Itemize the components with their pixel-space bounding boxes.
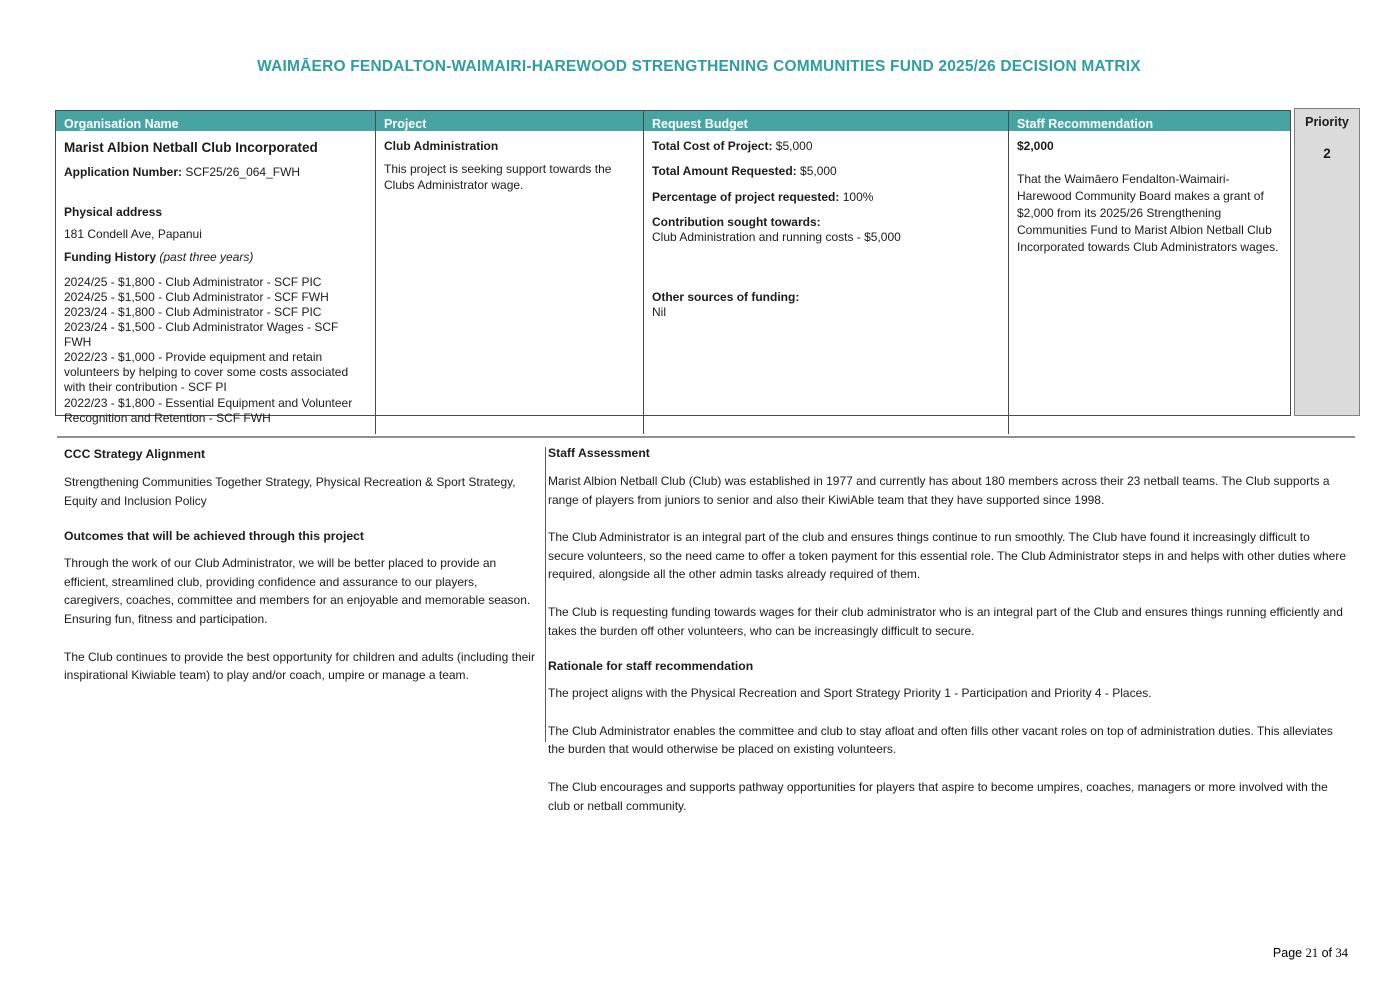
- assessment-heading: Staff Assessment: [548, 446, 650, 460]
- rationale-heading: Rationale for staff recommendation: [548, 659, 754, 674]
- total-cost-label: Total Cost of Project:: [652, 139, 773, 153]
- recommended-amount: $2,000: [1017, 139, 1054, 153]
- header-priority: Priority: [1305, 115, 1349, 129]
- section-divider-rule: [57, 436, 1355, 438]
- strategy-alignment-text: Strengthening Communities Together Strategy, Physical Recreation & Sport Strategy, Equity and Inclusion Policy: [64, 475, 516, 508]
- funding-history-item: 2022/23 - $1,800 - Essential Equipment and Volunteer Recognition and Retention - SCF FWH: [64, 395, 353, 425]
- physical-address-label: Physical address: [64, 204, 163, 219]
- priority-column: [1294, 108, 1360, 416]
- strategy-heading: CCC Strategy Alignment: [64, 447, 206, 461]
- total-requested-label: Total Amount Requested:: [652, 164, 797, 179]
- funding-history-label: Funding History: [64, 250, 156, 265]
- header-organisation-name: Organisation Name: [56, 111, 376, 131]
- physical-address-value: 181 Condell Ave, Papanui: [64, 226, 202, 241]
- request-budget-cell: [644, 131, 1009, 434]
- application-number-label: Application Number:: [64, 165, 183, 180]
- contribution-label: Contribution sought towards:: [652, 215, 821, 230]
- project-title: Club Administration: [384, 139, 499, 153]
- project-description: This project is seeking support towards the Clubs Administrator wage.: [384, 162, 612, 192]
- application-number-line: [64, 165, 365, 180]
- project-cell: [376, 131, 644, 434]
- funding-history-item: 2023/24 - $1,500 - Club Administrator Wages - SCF FWH: [64, 320, 339, 350]
- header-project: Project: [376, 111, 644, 131]
- ccc-strategy-section: [64, 447, 536, 704]
- application-number-value: SCF25/26_064_FWH: [185, 165, 301, 180]
- header-request-budget: Request Budget: [644, 111, 1009, 131]
- page-title: WAIMĀERO FENDALTON-WAIMAIRI-HAREWOOD STRENGTHENING COMMUNITIES FUND 2025/26 DECISION MATRIX: [257, 58, 1141, 75]
- staff-recommendation-cell: [1009, 131, 1290, 434]
- header-staff-recommendation: Staff Recommendation: [1017, 117, 1154, 131]
- recommendation-text: That the Waimāero Fendalton-Waimairi-Harewood Community Board makes a grant of $2,000 from its 2025/26 Strengthening Communities Fund to Marist Albion Netball Club Incorporated towards Club Administrators wages.: [1017, 172, 1279, 255]
- funding-history-item: 2024/25 - $1,800 - Club Administrator - SCF PIC: [64, 274, 322, 289]
- organisation-cell: [56, 131, 376, 434]
- column-divider-line: [545, 447, 546, 742]
- page-total: 34: [1335, 946, 1348, 960]
- priority-value: 2: [1323, 146, 1331, 161]
- assessment-paragraph: Marist Albion Netball Club (Club) was established in 1977 and currently has about 180 members across their 23 netball teams. The Club supports a range of players from juniors to senior and also their KiwiAble team that they have supported since 1998.: [548, 474, 1330, 507]
- table-header-row: [56, 111, 1290, 131]
- other-funding-block: [652, 290, 998, 321]
- page-label: Page: [1272, 946, 1303, 960]
- rationale-paragraph: The Club Administrator enables the committee and club to stay afloat and often fills other vacant roles on top of administration duties. This alleviates the burden that would otherwise be placed on existing volunteers.: [548, 723, 1333, 757]
- organisation-name: Marist Albion Netball Club Incorporated: [64, 140, 318, 155]
- percentage-label: Percentage of project requested:: [652, 189, 840, 204]
- contribution-block: [652, 215, 998, 246]
- funding-history-item: 2024/25 - $1,500 - Club Administrator - SCF FWH: [64, 289, 329, 304]
- assessment-paragraph: The Club Administrator is an integral part of the club and ensures things continue to run smoothly. The Club have found it increasingly difficult to secure volunteers, so the need came to offer a token payment for this essential role. The Club Administrator steps in and helps with other duties where required, alongside all the other admin tasks already required of them.: [548, 530, 1346, 582]
- total-requested-line: [652, 164, 998, 179]
- funding-history-list: [64, 275, 365, 426]
- funding-history-note: (past three years): [159, 250, 254, 265]
- staff-assessment-section: [548, 446, 1348, 834]
- percentage-line: [652, 190, 998, 205]
- page-number-footer: [1273, 946, 1348, 961]
- other-funding-value: Nil: [652, 305, 666, 320]
- other-funding-label: Other sources of funding:: [652, 289, 800, 304]
- total-cost-value: $5,000: [775, 139, 813, 153]
- table-row: [56, 131, 1290, 434]
- rationale-paragraph: The Club encourages and supports pathway opportunities for players that aspire to become umpires, coaches, managers or more involved with the club or netball community.: [548, 779, 1328, 813]
- rationale-paragraph: The project aligns with the Physical Recreation and Sport Strategy Priority 1 - Participation and Priority 4 - Places.: [548, 686, 1152, 701]
- outcomes-heading: Outcomes that will be achieved through this project: [64, 529, 364, 544]
- assessment-paragraph: The Club is requesting funding towards wages for their club administrator who is an integral part of the Club and ensures things running efficiently and takes the burden off other volunteers, who can be increasingly difficult to secure.: [548, 604, 1343, 638]
- outcomes-paragraph: Through the work of our Club Administrator, we will be better placed to provide an efficient, streamlined club, providing confidence and assurance to our players, caregivers, coaches, committee and members for an enjoyable and memorable season. Ensuring fun, fitness and participation.: [64, 556, 531, 626]
- percentage-value: 100%: [842, 189, 874, 204]
- of-label: of: [1321, 946, 1333, 960]
- funding-history-item: 2023/24 - $1,800 - Club Administrator - SCF PIC: [64, 304, 322, 319]
- total-cost-line: [652, 139, 998, 154]
- funding-history-item: 2022/23 - $1,000 - Provide equipment and retain volunteers by helping to cover some costs associated with their contribution - SCF PI: [64, 350, 349, 395]
- decision-matrix-table: [55, 110, 1291, 425]
- total-requested-value: $5,000: [800, 164, 837, 179]
- outcomes-paragraph: The Club continues to provide the best opportunity for children and adults (including their inspirational Kiwiable team) to play and/or coach, umpire or manage a team.: [64, 649, 535, 683]
- funding-history-label-line: [64, 250, 365, 265]
- contribution-value: Club Administration and running costs - $5,000: [652, 230, 901, 245]
- page-number: 21: [1305, 946, 1319, 960]
